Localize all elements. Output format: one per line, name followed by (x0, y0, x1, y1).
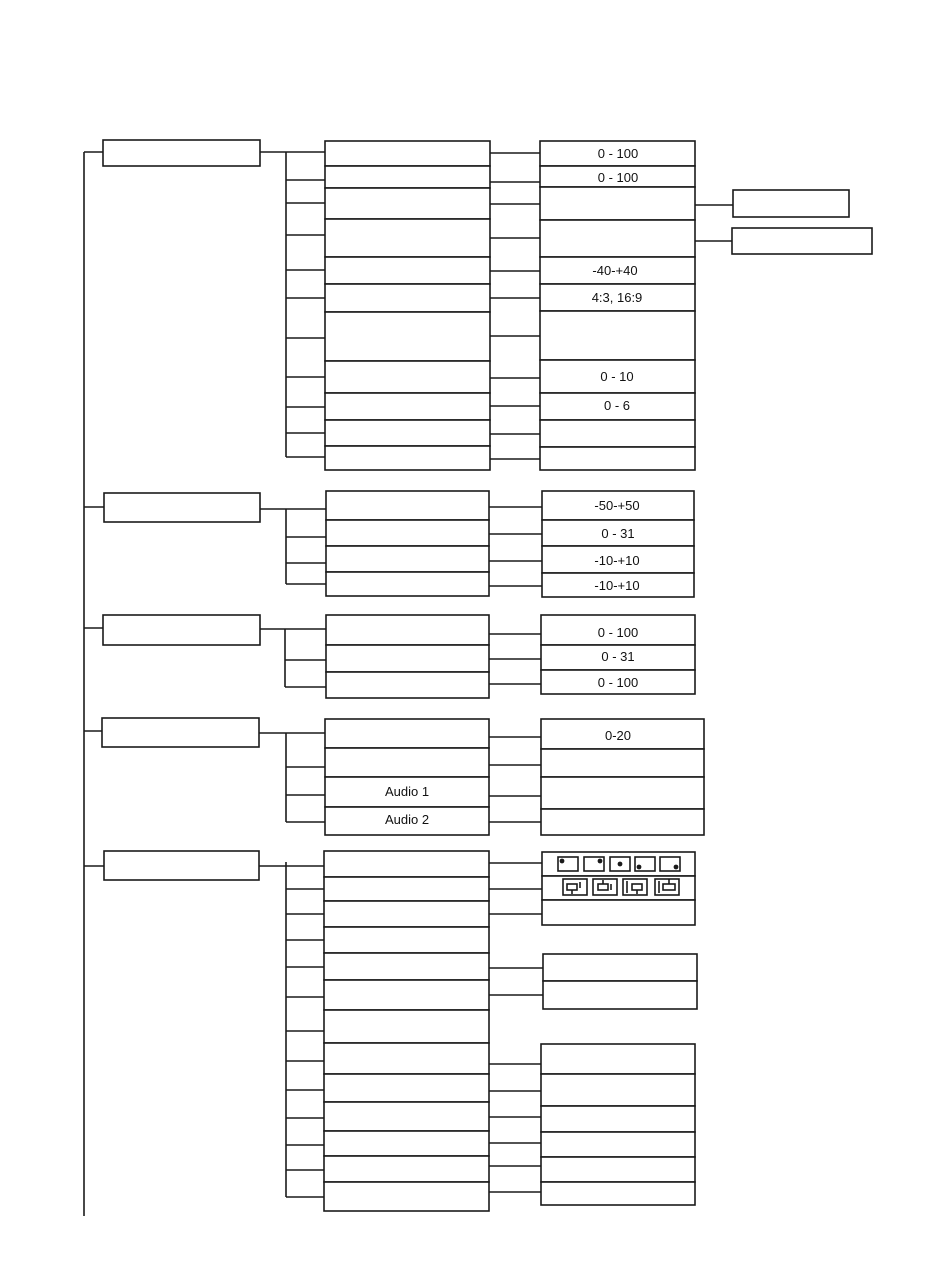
group-2 (84, 491, 694, 597)
pip-size-icon-3[interactable] (623, 879, 647, 895)
group-1-sub-item-10[interactable] (325, 446, 490, 470)
group-4-sub-item-1[interactable] (325, 748, 489, 777)
group-1-sub-item-7[interactable] (325, 361, 490, 393)
pip-top-right-icon[interactable] (584, 857, 604, 871)
group-5-sub-item-9[interactable] (324, 1102, 489, 1131)
group-5-pip-option-row (542, 900, 695, 925)
group-4-range-2 (541, 777, 704, 809)
group-1-sub-item-5[interactable] (325, 284, 490, 312)
group-5 (84, 851, 697, 1211)
pip-top-left-icon[interactable] (558, 857, 578, 871)
group-5-value-5 (541, 1182, 695, 1205)
pip-size-icon-2[interactable] (593, 879, 617, 895)
group-5-sub-item-4[interactable] (324, 953, 489, 980)
group-2-sub-item-3[interactable] (326, 572, 489, 596)
pip-size-icon-1[interactable] (563, 879, 587, 895)
group-5-sub-item-1[interactable] (324, 877, 489, 901)
group-3-sub-item-0[interactable] (326, 615, 489, 645)
group-1-menu-box[interactable] (103, 140, 260, 166)
group-1-range-5-label: 4:3, 16:9 (591, 290, 643, 305)
group-1-option-b[interactable] (732, 228, 872, 254)
group-2-sub-item-1[interactable] (326, 520, 489, 546)
group-5-value-0 (541, 1044, 695, 1074)
group-5-value-2 (541, 1106, 695, 1132)
group-1-sub-item-1[interactable] (325, 166, 490, 188)
group-1-sub-item-8[interactable] (325, 393, 490, 420)
group-1-sub-item-3[interactable] (325, 219, 490, 257)
group-4-menu-box[interactable] (102, 718, 259, 747)
group-1-range-10 (540, 447, 695, 470)
group-3-sub-item-1[interactable] (326, 645, 489, 672)
group-5-sub-item-6[interactable] (324, 1010, 489, 1043)
group-2-menu-box[interactable] (104, 493, 260, 522)
group-1-range-3 (540, 220, 695, 257)
group-2-range-1-label: 0 - 31 (601, 526, 635, 541)
group-1-range-0-label: 0 - 100 (597, 146, 639, 161)
group-4-sub-item-2-label: Audio 1 (384, 784, 430, 799)
group-5-sub-item-2[interactable] (324, 901, 489, 927)
group-3-range-1-label: 0 - 31 (601, 649, 635, 664)
group-1-sub-item-2[interactable] (325, 188, 490, 219)
group-4 (84, 718, 704, 835)
group-1-option-a[interactable] (733, 190, 849, 217)
group-2-sub-item-0[interactable] (326, 491, 489, 520)
group-4-range-3 (541, 809, 704, 835)
group-1-range-6 (540, 311, 695, 360)
group-1-range-1-label: 0 - 100 (597, 170, 639, 185)
group-1-range-4-label: -40-+40 (592, 263, 638, 278)
group-3-menu-box[interactable] (103, 615, 260, 645)
group-5-value-4 (541, 1157, 695, 1182)
group-2-range-2-label: -10-+10 (594, 553, 640, 568)
pip-size-icon-4[interactable] (655, 879, 679, 895)
group-5-sub-item-0[interactable] (324, 851, 489, 877)
group-5-sub-item-5[interactable] (324, 980, 489, 1010)
group-5-menu-box[interactable] (104, 851, 259, 880)
group-3-sub-item-2[interactable] (326, 672, 489, 698)
group-5-sub-item-12[interactable] (324, 1182, 489, 1211)
group-1-range-2 (540, 187, 695, 220)
group-4-sub-item-0[interactable] (325, 719, 489, 748)
group-1-sub-item-9[interactable] (325, 420, 490, 446)
group-4-range-1 (541, 749, 704, 777)
group-1-range-8-label: 0 - 6 (603, 398, 631, 413)
group-5-sub-item-11[interactable] (324, 1156, 489, 1182)
pip-bottom-left-icon[interactable] (635, 857, 655, 871)
group-1-sub-item-6[interactable] (325, 312, 490, 361)
pip-center-icon[interactable] (610, 857, 630, 871)
group-1-range-9 (540, 420, 695, 447)
group-3 (84, 615, 695, 698)
group-5-sub-item-8[interactable] (324, 1074, 489, 1102)
group-5-option-b (543, 981, 697, 1009)
group-5-value-1 (541, 1074, 695, 1106)
group-5-option-a (543, 954, 697, 981)
group-3-range-2-label: 0 - 100 (597, 675, 639, 690)
group-5-sub-item-3[interactable] (324, 927, 489, 953)
group-1 (84, 140, 872, 470)
group-5-value-3 (541, 1132, 695, 1157)
group-2-range-3-label: -10-+10 (594, 578, 640, 593)
group-1-sub-item-0[interactable] (325, 141, 490, 166)
group-2-range-0-label: -50-+50 (594, 498, 640, 513)
group-1-sub-item-4[interactable] (325, 257, 490, 284)
group-2-sub-item-2[interactable] (326, 546, 489, 572)
pip-bottom-right-icon[interactable] (660, 857, 680, 871)
group-3-range-0-label: 0 - 100 (597, 625, 639, 640)
group-5-sub-item-7[interactable] (324, 1043, 489, 1074)
group-1-range-7-label: 0 - 10 (600, 369, 634, 384)
group-4-range-0-label: 0-20 (604, 728, 632, 743)
group-5-sub-item-10[interactable] (324, 1131, 489, 1156)
group-4-sub-item-3-label: Audio 2 (384, 812, 430, 827)
